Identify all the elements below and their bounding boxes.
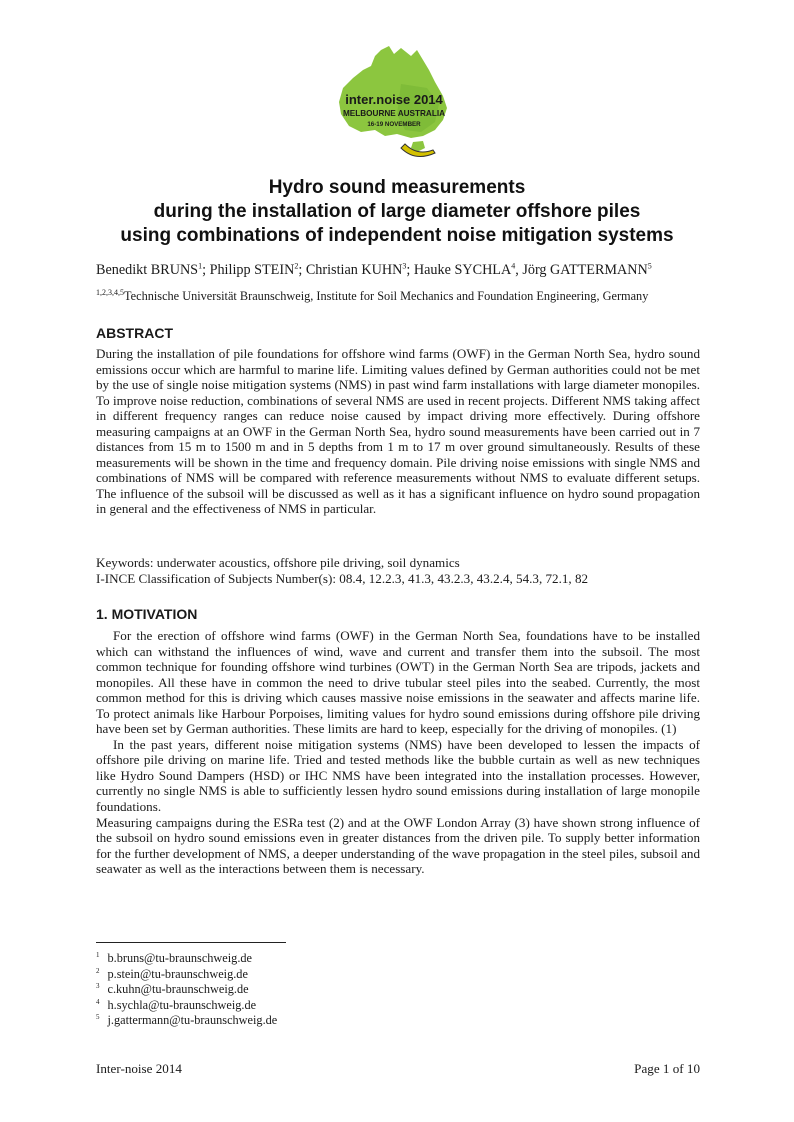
author-affiliation-marker: 4 [511,261,516,271]
logo-dates: 16-19 NOVEMBER [367,121,421,128]
author-affiliation-marker: 3 [402,261,407,271]
keywords: Keywords: underwater acoustics, offshore pile driving, soil dynamics [96,555,460,570]
footnote-email: p.stein@tu-braunschweig.de [107,966,248,981]
author-separator: , [515,262,523,278]
author-separator: ; [202,262,210,278]
author-name: Christian KUHN [305,262,403,278]
footnote-number: 3 [96,982,100,991]
conference-logo [331,44,457,160]
author-name: Philipp STEIN [209,262,295,278]
paragraph-2: In the past years, different noise mitigation systems (NMS) have been developed to lessen the impacts of offshore pile driving on marine life. Tried and tested methods like the bubble curtain as well as new techniques like Hydro Sound Dampers (HSD) or IHC NMS have been integrated into the installation processes. However, currently no single NMS is able to sufficiently lessen hydro sound emissions during installation of large monopile foundations. [96,736,700,815]
footnote-number: 2 [96,966,100,975]
footer-page-number: Page 1 of 10 [634,1061,700,1076]
abstract-heading: ABSTRACT [96,325,173,341]
paragraph-3: Measuring campaigns during the ESRa test (2) and at the OWF London Array (3) have shown strong influence of the subsoil on hydro sound emissions even in greater distances from the driven pile. To supply better information for the further development of NMS, a deeper understanding of the wave propagation in the steel piles, subsoil and seawater as well as the interactions between them is necessary. [96,814,700,877]
footnote-number: 1 [96,950,100,959]
author-name: Benedikt BRUNS [96,262,199,278]
logo-location: MELBOURNE AUSTRALIA [342,109,446,118]
author-name: Hauke SYCHLA [413,262,512,278]
author-separator: ; [406,262,414,278]
footnote-item [96,967,277,983]
footnote-item [96,1013,277,1029]
footnote-item [96,998,277,1014]
author-separator: ; [298,262,306,278]
paragraph-1: For the erection of offshore wind farms (OWF) in the German North Sea, foundations have to be installed which can withstand the influences of wind, wave and current and transfer them into the subsoil. The most common technique for founding offshore wind turbines (OWT) in the German North Sea are tripods, jackets and monopiles. All these have in common the need to drive tubular steel piles into the seabed. Currently, the most common method for this is driving which causes massive noise emissions in the seawater and affects marine life. To protect animals like Harbour Porpoises, limiting values for hydro sound emissions during offshore pile driving have been set by German authorities. These limits are hard to keep, especially for the driving of monopiles. (1) [96,628,700,737]
footnote-item [96,982,277,998]
author-affiliation-marker: 2 [294,261,299,271]
title-line-3: using combinations of independent noise mitigation systems [120,225,674,246]
section-heading-motivation: 1. MOTIVATION [96,606,198,622]
author-affiliation-marker: 1 [198,261,203,271]
affiliation [96,289,648,304]
paper-title [60,176,734,248]
affiliation-markers: 1,2,3,4,5 [96,287,124,297]
footnotes [96,951,277,1029]
classification: I-INCE Classification of Subjects Number(s): 08.4, 12.2.3, 41.3, 43.2.3, 43.2.4, 54.3, 72.1, 82 [96,571,589,586]
author-affiliation-marker: 5 [647,261,652,271]
title-line-1: Hydro sound measurements [268,177,526,198]
footnote-email: h.sychla@tu-braunschweig.de [107,997,257,1012]
footnote-divider [96,942,286,943]
footnote-email: c.kuhn@tu-braunschweig.de [107,982,249,997]
author-name: Jörg GATTERMANN [522,262,648,278]
affiliation-text: Technische Universität Braunschweig, Institute for Soil Mechanics and Foundation Engineering, Germany [124,289,649,303]
abstract-text: During the installation of pile foundations for offshore wind farms (OWF) in the German North Sea, hydro sound emissions occur which are harmful to marine life. Limiting values defined by German authorities could not be met by the use of single noise mitigation systems (NMS) in past wind farm installations with large diameter monopiles. To improve noise reduction, combinations of several NMS are used in recent projects. Different NMS taking affect in different frequency ranges can reduce noise caused by impact driving more effectively. During offshore measuring campaigns at an OWF in the German North Sea, hydro sound measurements have been carried out in 7 distances from 15 m to 1500 m and in 5 depths from 1 m to 17 m over ground simultaneously. Results of these measurements will be shown in the time and frequency domain. Pile driving noise emissions with single NMS and combinations of NMS will be compared with reference measurements without NMS to evaluate different setups. The influence of the subsoil will be discussed as well as it has a significant influence on hydro sound propagation in general and the effectiveness of NMS in particular. [96,346,700,517]
footnote-email: j.gattermann@tu-braunschweig.de [107,1013,278,1028]
footnote-email: b.bruns@tu-braunschweig.de [107,951,253,965]
footnote-item [96,951,277,967]
footnote-number: 5 [96,1013,100,1022]
logo-name: inter.noise 2014 [345,92,443,107]
footnote-number: 4 [96,997,100,1006]
title-line-2: during the installation of large diameter offshore piles [153,201,641,222]
footer-conference: Inter-noise 2014 [96,1061,182,1076]
author-list [96,262,652,279]
section-body [96,628,700,877]
